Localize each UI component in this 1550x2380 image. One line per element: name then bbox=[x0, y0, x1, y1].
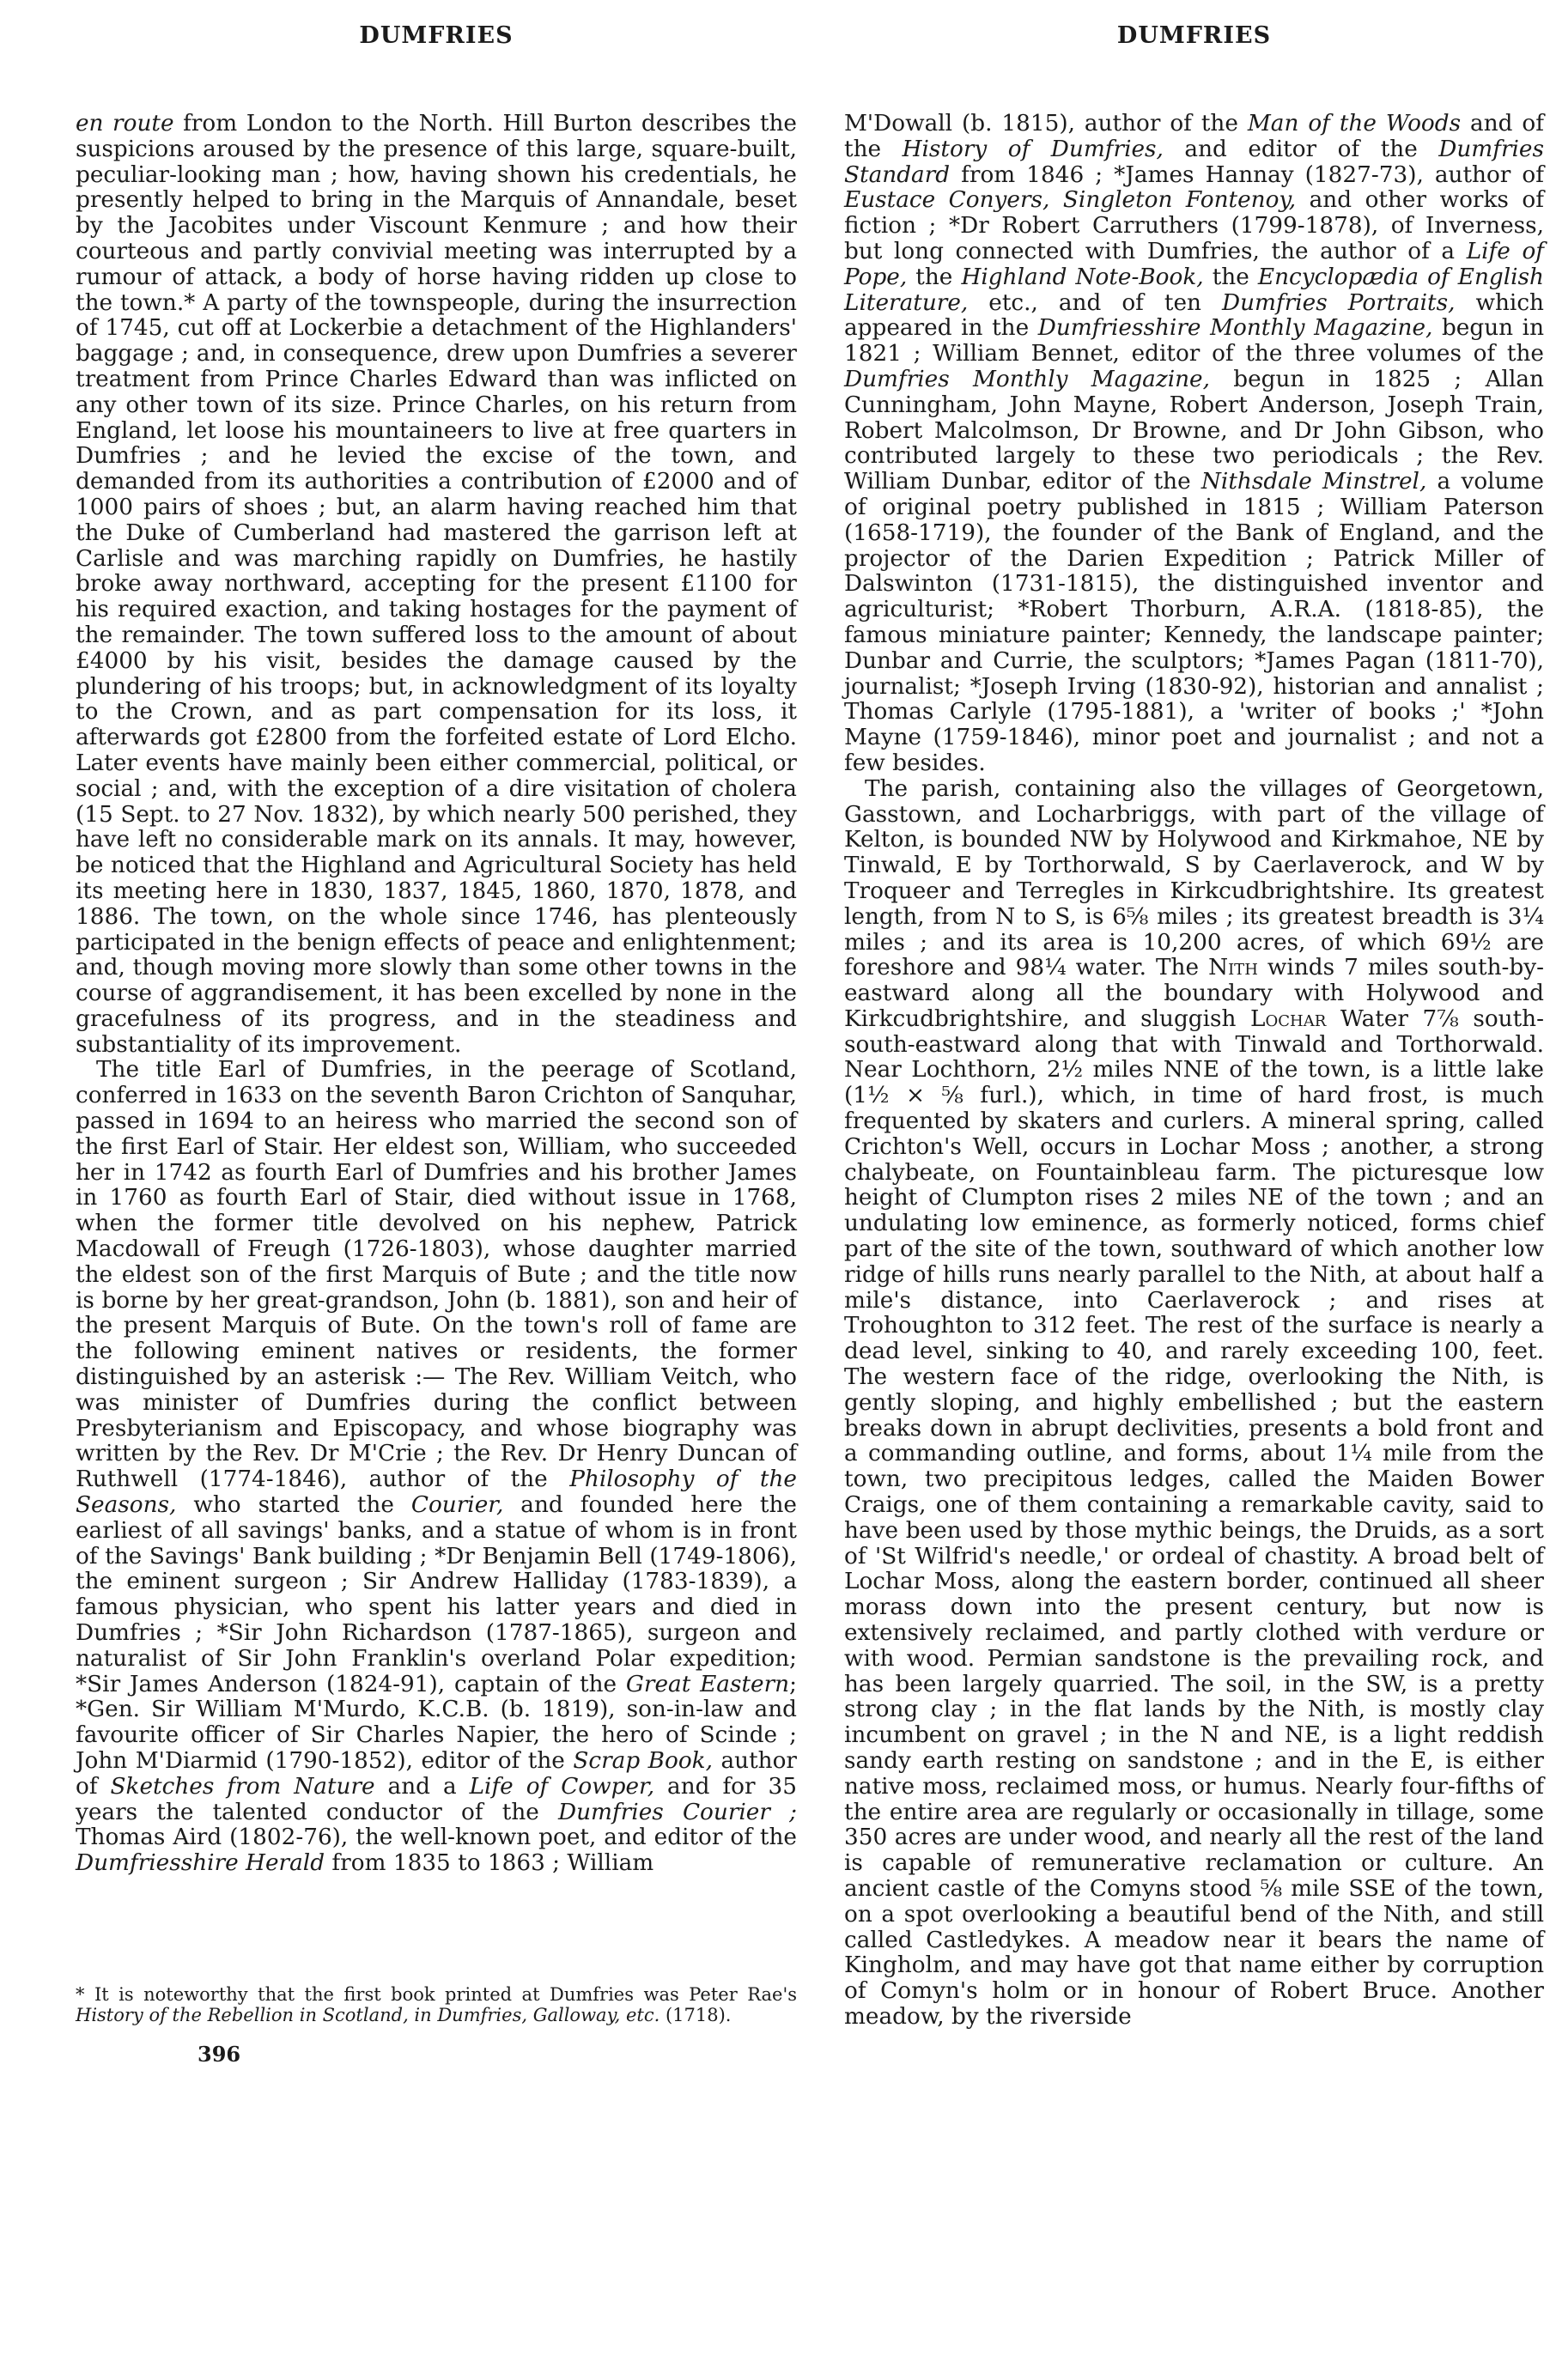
right-p2-smallcaps-lochar: Lochar bbox=[1250, 1005, 1327, 1032]
left-p2-text-e: author of bbox=[76, 1748, 797, 1800]
right-p1-text-g: the bbox=[1203, 264, 1258, 290]
right-p1-text-k: begun in 1821 ; William Bennet, editor of the three volumes of the bbox=[844, 315, 1545, 367]
right-p1-text-e: and other works of fiction ; *Dr Robert Carruthers (1799-1878), of Inverness, but long connected with Dumfries, the author of a bbox=[844, 187, 1544, 264]
left-p2-italic-6: Life of Cowper, bbox=[469, 1773, 655, 1800]
page-number: 396 bbox=[198, 2042, 241, 2067]
left-p2-text-g: and for 35 years the talented conductor of the bbox=[76, 1773, 797, 1825]
left-p1-italic: en route bbox=[76, 111, 174, 137]
right-p2-smallcaps-nith: Nith bbox=[1208, 955, 1258, 981]
right-p1-text-h: etc., and of ten bbox=[968, 289, 1223, 316]
footnote-italic: History of the Rebellion in Scotland, in Dumfries, Galloway, etc. bbox=[76, 2005, 660, 2025]
footnote-text-a: * It is noteworthy that the first book printed at Dumfries was Peter Rae's bbox=[76, 1984, 797, 2005]
right-p1-italic-8: Dumfries Portraits, bbox=[1222, 289, 1456, 316]
left-p2-text-d: ; *Gen. Sir William M'Murdo, K.C.B. (b. 1819), son-in-law and favourite officer of Sir Charles Napier, the hero of Scinde ; John M'Diarmid (1790-1852), editor of the bbox=[76, 1671, 797, 1774]
left-p2-text-a: The title Earl of Dumfries, in the peerage of Scotland, conferred in 1633 on the seventh Baron Crichton of Sanquhar, passed in 1694 to an heiress who married the second son of the first Earl of Stair. Her eldest son, William, who succeeded her in 1742 as fourth Earl of Dumfries and his brother James in 1760 as fourth Earl of Stair, died without issue in 1768, when the former title devolved on his nephew, Patrick Macdowall of Freugh (1726-1803), whose daughter married the eldest son of the first Marquis of Bute ; and the title now is borne by her great-grandson, John (b. 1881), son and heir of the present Marquis of Bute. On the town's roll of fame are the following eminent natives or residents, the former distinguished by an asterisk :— The Rev. William Veitch, who was minister of Dumfries during the conflict between Presbyterianism and Episcopacy, and whose biography was written by the Rev. Dr M'Crie ; the Rev. Dr Henry Duncan of Ruthwell (1774-1846), author of the bbox=[76, 1057, 797, 1493]
left-p2-text-b: who started the bbox=[176, 1492, 411, 1519]
right-p1-italic-2: History of Dumfries, bbox=[902, 136, 1164, 162]
right-p2-text-c: Water 7⅞ south-south-eastward along that with Tinwald and Torthorwald. Near Lochthorn, 2½ miles NNE of the town, is a little lake (1½ × ⅝ furl.), which, in time of hard frost, is much frequented by skaters and curlers. A mineral spring, called Crichton's Well, occurs in Lochar Moss ; another, a strong chalybeate, on Fountainbleau farm. The picturesque low height of Clumpton rises 2 miles NE of the town ; and an undulating low eminence, as formerly noticed, forms chief part of the site of the town, southward of which another low ridge of hills runs nearly parallel to the Nith, at about half a mile's distance, into Caerlaverock ; and rises at Trohoughton to 312 feet. The rest of the surface is nearly a dead level, sinking to 40, and rarely exceeding 100, feet. The western face of the ridge, overlooking the Nith, is gently sloping, and highly embellished ; but the eastern breaks down in abrupt declivities, presents a bold front and a commanding outline, and forms, about 1¼ mile from the town, two precipitous ledges, called the Maiden Bower Craigs, one of them containing a remarkable cavity, said to have been used by those mythic beings, the Druids, as a sort of 'St Wilfrid's needle,' or ordeal of chastity. A broad belt of Lochar Moss, along the eastern border, continued all sheer morass down into the present century, but now is extensively reclaimed, and partly clothed with verdure or with wood. Permian sandstone is the prevailing rock, and has been largely quarried. The soil, in the SW, is a pretty strong clay ; in the flat lands by the Nith, is mostly clay incumbent on gravel ; in the N and NE, is a light reddish sandy earth resting on sandstone ; and in the E, is either native moss, reclaimed moss, or humus. Nearly four-fifths of the entire area are regularly or occasionally in tillage, some 350 acres are under wood, and nearly all the rest of the land is capable of remunerative reclamation or culture. An ancient castle of the Comyns stood ⅝ mile SSE of the town, on a spot overlooking a beautiful bend of the Nith, and still called Castledykes. A meadow near it bears the name of Kingholm, and may have got that name either by corruption of Comyn's holm or in honour of Robert Bruce. Another meadow, by the riverside bbox=[844, 1005, 1544, 2030]
right-column bbox=[844, 112, 1544, 2031]
running-head-left: DUMFRIES bbox=[359, 22, 514, 49]
left-p2-text-h: Thomas Aird (1802-76), the well-known poet, and editor of the bbox=[76, 1824, 797, 1851]
right-paragraph-notables bbox=[844, 112, 1544, 777]
left-p2-text-c: and founded here the earliest of all savings' banks, and a statue of whom is in front of the Savings' Bank building ; *Dr Benjamin Bell (1749-1806), the eminent surgeon ; Sir Andrew Halliday (1783-1839), a famous physician, who spent his latter years and died in Dumfries ; *Sir John Richardson (1787-1865), surgeon and naturalist of Sir John Franklin's overland Polar expedition; *Sir James Anderson (1824-91), captain of the bbox=[76, 1492, 797, 1697]
left-p2-italic-3: Great Eastern bbox=[625, 1671, 790, 1697]
left-p2-italic-1: Philosophy of the Seasons, bbox=[76, 1466, 797, 1519]
right-p1-text-j: which appeared in the bbox=[844, 289, 1544, 342]
right-p1-italic-7: Encyclopædia of English Literature, bbox=[844, 264, 1544, 316]
left-p2-italic-2: Courier, bbox=[410, 1492, 504, 1519]
right-p1-text-d: from 1846 ; *James Hannay (1827-73), author of bbox=[950, 161, 1544, 188]
left-p2-italic-5: Sketches from Nature bbox=[110, 1773, 375, 1800]
running-head-right: DUMFRIES bbox=[1116, 22, 1272, 49]
left-column bbox=[76, 112, 797, 1877]
left-p2-italic-4: Scrap Book, bbox=[573, 1748, 713, 1774]
right-p1-italic-9: Dumfriesshire Monthly Magazine, bbox=[1037, 315, 1433, 342]
right-p2-text-a: The parish, containing also the villages of Georgetown, Gasstown, and Locharbriggs, with part of the village of Kelton, is bounded NW by Holywood and Kirkmahoe, NE by Tinwald, E by Torthorwald, S by Caerlaverock, and W by Troqueer and Terregles in Kirkcudbrightshire. Its greatest length, from N to S, is 6⅝ miles ; its greatest breadth is 3¼ miles ; and its area is 10,200 acres, of which 69½ are foreshore and 98¼ water. The bbox=[844, 775, 1544, 981]
right-p1-italic-11: Nithsdale Minstrel, bbox=[1200, 469, 1427, 495]
right-p1-italic-10: Dumfries Monthly Magazine, bbox=[844, 366, 1210, 392]
left-paragraph-earldom bbox=[76, 1058, 797, 1877]
right-p1-text-l: begun in 1825 ; Allan Cunningham, John Mayne, Robert Anderson, Joseph Train, Robert Malcolmson, Dr Browne, and Dr John Gibson, who contributed largely to these two periodicals ; the Rev. William Dunbar, editor of the bbox=[844, 366, 1544, 495]
right-p1-italic-6: Highland Note-Book, bbox=[961, 264, 1204, 290]
right-p1-italic-1: Man of the Woods bbox=[1247, 111, 1462, 137]
footnote-text-b: (1718). bbox=[660, 2005, 732, 2025]
right-p1-text-b: and of the bbox=[844, 111, 1544, 162]
right-p1-text-m: a volume of original poetry published in 1815 ; William Paterson (1658-1719), the founder of the Bank of England, and the projector of the Darien Expedition ; Patrick Miller of Dalswinton (1731-1815), the distinguished inventor and agriculturist; *Robert Thorburn, A.R.A. (1818-85), the famous miniature painter; Kennedy, the landscape painter; Dunbar and Currie, the sculptors; *James Pagan (1811-70), journalist; *Joseph Irving (1830-92), historian and annalist ; Thomas Carlyle (1795-1881), a 'writer of books ;' *John Mayne (1759-1846), minor poet and journalist ; and not a few besides. bbox=[844, 469, 1544, 776]
right-p1-italic-5: Life of Pope, bbox=[844, 238, 1545, 290]
left-p2-text-j: from 1835 to 1863 ; William bbox=[325, 1850, 654, 1877]
footnote bbox=[76, 1984, 797, 2025]
left-p2-italic-8: Dumfriesshire Herald bbox=[76, 1850, 325, 1877]
left-paragraph-history bbox=[76, 112, 797, 1058]
right-p2-text-b: winds 7 miles south-by-eastward along all the boundary with Holywood and Kirkcudbrightshire, and sluggish bbox=[844, 955, 1544, 1032]
right-p1-italic-3: Dumfries Standard bbox=[844, 136, 1544, 188]
left-p2-italic-7: Dumfries Courier ; bbox=[558, 1799, 797, 1825]
right-p1-text-f: the bbox=[907, 264, 962, 290]
left-p1-text: from London to the North. Hill Burton describes the suspicions aroused by the presence of this large, square-built, peculiar-looking man ; how, having shown his credentials, he presently helped to bring in the Marquis of Annandale, beset by the Jacobites under Viscount Kenmure ; and how their courteous and partly convivial meeting was interrupted by a rumour of attack, a body of horse having ridden up close to the town.* A party of the townspeople, during the insurrection of 1745, cut off at Lockerbie a detachment of the Highlanders' baggage ; and, in consequence, drew upon Dumfries a severer treatment from Prince Charles Edward than was inflicted on any other town of its size. Prince Charles, on his return from England, let loose his mountaineers to live at free quarters in Dumfries ; and he levied the excise of the town, and demanded from its authorities a contribution of £2000 and of 1000 pairs of shoes ; but, an alarm having reached him that the Duke of Cumberland had mastered the garrison left at Carlisle and was marching rapidly on Dumfries, he hastily broke away northward, accepting for the present £1100 for his required exaction, and taking hostages for the payment of the remainder. The town suffered loss to the amount of about £4000 by his visit, besides the damage caused by the plundering of his troops; but, in acknowledgment of its loyalty to the Crown, and as part compensation for its loss, it afterwards got £2800 from the forfeited estate of Lord Elcho. Later events have mainly been either commercial, political, or social ; and, with the exception of a dire visitation of cholera (15 Sept. to 27 Nov. 1832), by which nearly 500 perished, they have left no considerable mark on its annals. It may, however, be noticed that the Highland and Agricultural Society has held its meeting here in 1830, 1837, 1845, 1860, 1870, 1878, and 1886. The town, on the whole since 1746, has plenteously participated in the benign effects of peace and enlightenment; and, though moving more slowly than some other towns in the course of aggrandisement, it has been excelled by none in the gracefulness of its progress, and in the steadiness and substantiality of its improvement. bbox=[76, 111, 797, 1058]
right-p1-text-a: M'Dowall (b. 1815), author of the bbox=[844, 111, 1248, 137]
right-p1-text-c: and editor of the bbox=[1163, 136, 1439, 162]
right-p1-italic-4: Eustace Conyers, Singleton Fontenoy, bbox=[844, 187, 1297, 214]
left-p2-text-f: and a bbox=[374, 1773, 470, 1800]
right-paragraph-parish bbox=[844, 777, 1544, 2031]
